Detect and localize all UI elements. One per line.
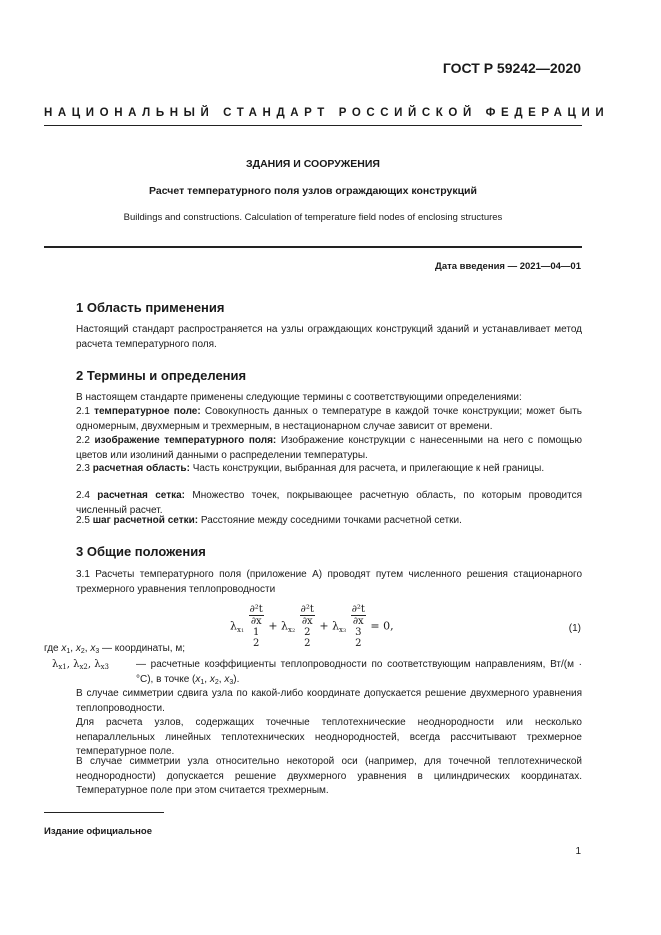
term-name: расчетная сетка: xyxy=(97,490,186,501)
term-number: 2.2 xyxy=(76,435,90,446)
standard-number: ГОСТ Р 59242—2020 xyxy=(442,60,581,76)
term-number: 2.5 xyxy=(76,515,90,526)
where-coordinates: где $x_1$, $x_2$, $x_3$ — координаты, м; xyxy=(44,643,185,655)
term-number: 2.1 xyxy=(76,406,90,417)
term-definition: Совокупность данных о температуре в каждой точке конструкции; может быть одномерным, двухмерным и трехмерным, в нестационарном случае зависит от времени. xyxy=(76,406,583,432)
equation-number: (1) xyxy=(568,623,581,634)
intro-date: Дата введения — 2021—04—01 xyxy=(435,261,581,272)
term-definition: Часть конструкции, выбранная для расчета, и прилегающие к ней границы. xyxy=(192,463,545,474)
page-number: 1 xyxy=(575,846,581,857)
section3-heading: 3 Общие положения xyxy=(76,544,206,559)
section3-para-3: Для расчета узлов, содержащих точечные теплотехнические неоднородности или несколько непараллельных линейных теплотехнических неоднородностей, всегда рассчитывают трехмерное температурное поле. xyxy=(76,717,582,757)
heat-equation: $\lambda_{x1}$ ∂²t ∂x 1 2 + $\lambda_{x2}$ ∂²t ∂x 2 2 + $\lambda_{x3}$ ∂²t ∂x 3 2 = 0, xyxy=(230,604,394,649)
term-2-5 xyxy=(76,514,582,529)
term-definition: Множество точек, покрывающее расчетную область, по которым проводится численный расчет. xyxy=(76,490,583,516)
section2-heading: 2 Термины и определения xyxy=(76,368,247,383)
section3-para-2: В случае симметрии сдвига узла по какой-либо координате допускается решение двухмерного уравнения теплопроводности. xyxy=(76,688,582,714)
where-label: где xyxy=(44,643,59,654)
document-title: ЗДАНИЯ И СООРУЖЕНИЯ xyxy=(246,158,380,170)
term-2-3 xyxy=(76,462,582,477)
section3-para-4: В случае симметрии узла относительно некоторой оси (например, для точечной теплотехнической неоднородности) допускается решение двухмерного уравнения в цилиндрических координатах. Температурное поле при этом считается трехмерным. xyxy=(76,756,582,796)
section1-text: Настоящий стандарт распространяется на узлы ограждающих конструкций зданий и устанавливает метод расчета температурного поля. xyxy=(76,324,582,350)
term-definition: Расстояние между соседними точками расчетной сетки. xyxy=(200,515,462,526)
national-standard-banner: НАЦИОНАЛЬНЫЙ СТАНДАРТ РОССИЙСКОЙ ФЕДЕРАЦИИ xyxy=(44,107,610,119)
term-name: расчетная область: xyxy=(92,463,190,474)
header-divider xyxy=(44,125,582,126)
lambda-definition: $\lambda_{x1}$, $\lambda_{x2}$, $\lambda_{x3}$ — расчетные коэффициенты теплопроводности по соответствующим направлениям, Вт/(м · °С), в точке ($x_1$, $x_2$, $x_3$). xyxy=(52,659,582,686)
section2-intro: В настоящем стандарте применены следующие термины с соответствующими определениями: xyxy=(76,392,522,403)
official-publication-label: Издание официальное xyxy=(44,826,152,837)
lambda-desc: — расчетные коэффициенты теплопроводности по соответствующим направлениям, Вт/(м · °С), в точке xyxy=(136,659,582,685)
title-divider xyxy=(44,246,582,248)
term-name: температурное поле: xyxy=(94,406,201,417)
section1-heading: 1 Область применения xyxy=(76,300,225,315)
term-name: шаг расчетной сетки: xyxy=(92,515,199,526)
document-subtitle: Расчет температурного поля узлов ограждающих конструкций xyxy=(149,185,477,197)
term-2-2 xyxy=(76,434,582,463)
term-definition: Изображение конструкции с нанесенными на него с помощью цветов или изолиний данными о распределении температуры. xyxy=(76,435,582,461)
term-number: 2.3 xyxy=(76,463,90,474)
where-vars-desc: — координаты, м; xyxy=(102,643,185,654)
term-number: 2.4 xyxy=(76,490,90,501)
term-2-1 xyxy=(76,405,582,434)
section3-para-3-1: 3.1 Расчеты температурного поля (приложение А) проводят путем численного решения стационарного трехмерного уравнения теплопроводности xyxy=(76,569,582,595)
document-english-title: Buildings and constructions. Calculation of temperature field nodes of enclosing structures xyxy=(123,212,503,223)
term-name: изображение температурного поля: xyxy=(94,435,277,446)
footer-divider xyxy=(44,812,164,813)
